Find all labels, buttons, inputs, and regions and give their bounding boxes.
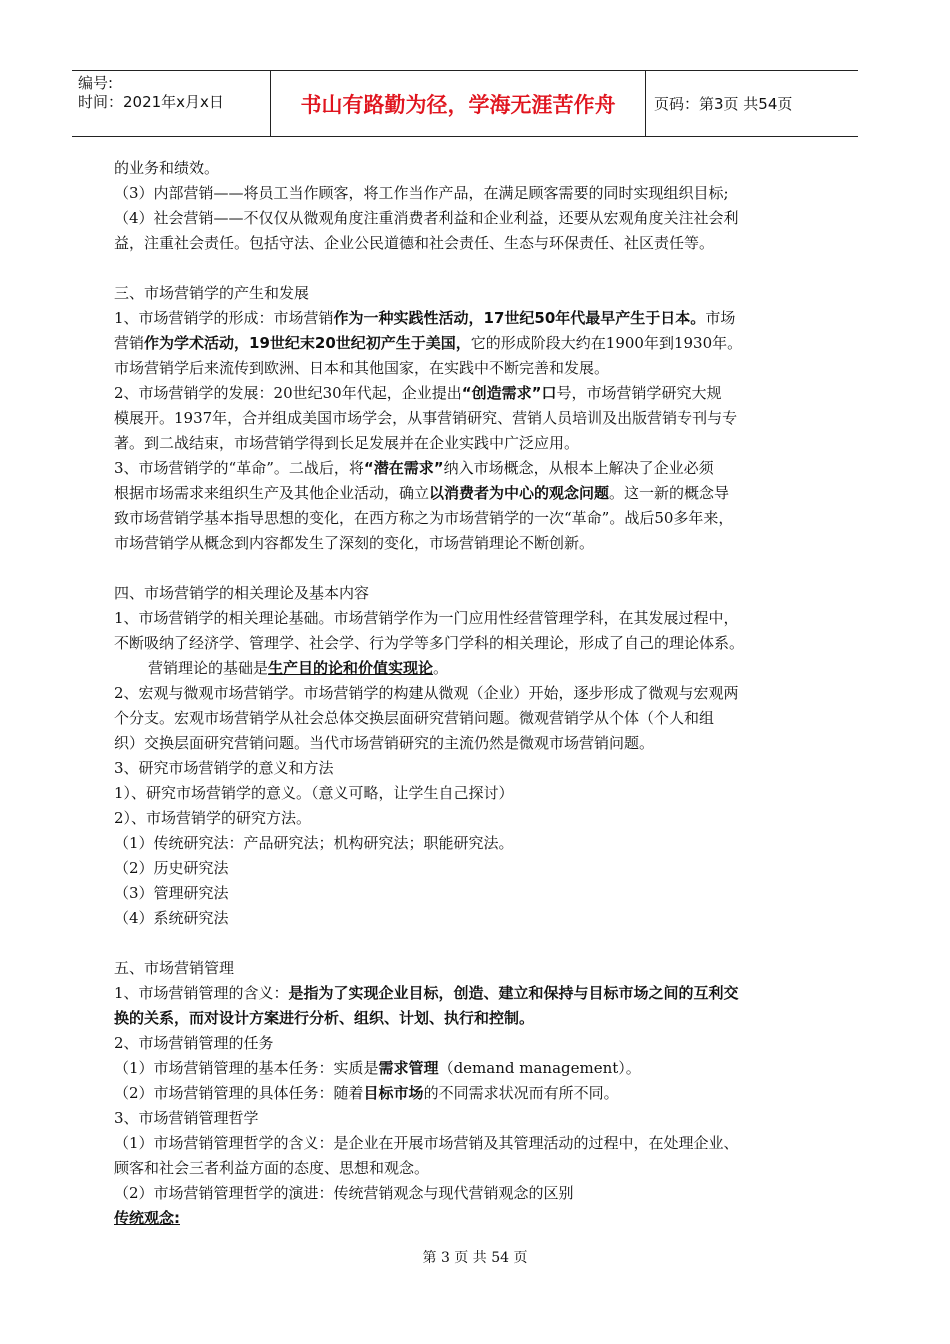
- text-line: 2、市场营销学的发展：20世纪30年代起，企业提出“创造需求”口号，市场营销学研究大规: [114, 384, 722, 402]
- section-heading: 三、市场营销学的产生和发展: [114, 284, 310, 302]
- emphasis: 换的关系，而对设计方案进行分析、组织、计划、执行和控制。: [114, 1009, 535, 1027]
- emphasis: 生产目的论和价值实现论: [268, 659, 434, 677]
- emphasis: 传统观念:: [114, 1209, 180, 1227]
- text-line: [114, 1006, 830, 1031]
- document-body: [114, 156, 830, 1231]
- text-line: 织）交换层面研究营销问题。当代市场营销研究的主流仍然是微观市场营销问题。: [114, 734, 655, 752]
- text-line: 3、研究市场营销学的意义和方法: [114, 759, 334, 777]
- text-line: 不断吸纳了经济学、管理学、社会学、行为学等多门学科的相关理论，形成了自己的理论体系。: [114, 634, 745, 652]
- text-line: 2）、市场营销学的研究方法。: [114, 809, 312, 827]
- text-line: （1）传统研究法：产品研究法；机构研究法；职能研究法。: [114, 834, 514, 852]
- text-line: 顾客和社会三者利益方面的态度、思想和观念。: [114, 1159, 430, 1177]
- text-line: 2、市场营销管理的任务: [114, 1034, 274, 1052]
- text-line: 营销作为学术活动，19世纪末20世纪初产生于美国，它的形成阶段大约在1900年到1930年。: [114, 334, 743, 352]
- emphasis: 以消费者为中心的观念问题: [429, 484, 610, 502]
- time-label: 时间：2021年x月x日: [78, 93, 224, 111]
- text-line: （2）历史研究法: [114, 859, 229, 877]
- text-line: 根据市场需求来组织生产及其他企业活动，确立以消费者为中心的观念问题。这一新的概念导: [114, 484, 730, 502]
- text-line: [114, 1206, 830, 1231]
- serial-label: 编号:: [78, 74, 114, 92]
- text-line: 1）、研究市场营销学的意义。（意义可略，让学生自己探讨）: [114, 784, 514, 802]
- emphasis: 作为学术活动，19世纪末20世纪初产生于美国，: [144, 334, 471, 352]
- header-meta: [72, 71, 270, 136]
- text-line: 2、宏观与微观市场营销学。市场营销学的构建从微观（企业）开始，逐步形成了微观与宏观两: [114, 684, 739, 702]
- text-line: （4）系统研究法: [114, 909, 229, 927]
- text-line: 益，注重社会责任。包括守法、企业公民道德和社会责任、生态与环保责任、社区责任等。: [114, 234, 715, 252]
- header-motto: 书山有路勤为径，学海无涯苦作舟: [300, 92, 616, 117]
- emphasis: 需求管理: [378, 1059, 439, 1077]
- text-line: 3、市场营销学的“革命”。二战后，将“潜在需求”纳入市场概念，从根本上解决了企业必须: [114, 459, 714, 477]
- text-line: 营销理论的基础是生产目的论和价值实现论。: [148, 659, 449, 677]
- text-line: （2）市场营销管理的具体任务：随着目标市场的不同需求状况而有所不同。: [114, 1084, 619, 1102]
- page-header: [72, 70, 858, 137]
- text-line: （1）市场营销管理的基本任务：实质是需求管理（demand management）。: [114, 1059, 641, 1077]
- text-line: （2）市场营销管理哲学的演进：传统营销观念与现代营销观念的区别: [114, 1184, 574, 1202]
- emphasis: “潜在需求”: [363, 459, 444, 477]
- section-heading: 四、市场营销学的相关理论及基本内容: [114, 584, 370, 602]
- emphasis: “创造需求”口: [461, 384, 557, 402]
- text-line: 著。到二战结束，市场营销学得到长足发展并在企业实践中广泛应用。: [114, 434, 580, 452]
- header-page-cell: [646, 71, 858, 136]
- text-line: （4）社会营销——不仅仅从微观角度注重消费者利益和企业利益，还要从宏观角度关注社会利: [114, 209, 739, 227]
- text-line: 市场营销学从概念到内容都发生了深刻的变化，市场营销理论不断创新。: [114, 534, 595, 552]
- text-line: （3）内部营销——将员工当作顾客，将工作当作产品，在满足顾客需要的同时实现组织目标;: [114, 184, 729, 202]
- emphasis: 目标市场: [363, 1084, 424, 1102]
- text-line: （3）管理研究法: [114, 884, 229, 902]
- page-footer: 第 3 页 共 54 页: [422, 1250, 528, 1266]
- text-line: 1、市场营销学的形成：市场营销作为一种实践性活动，17世纪50年代最早产生于日本。市场: [114, 309, 736, 327]
- emphasis: 作为一种实践性活动，17世纪50年代最早产生于日本。: [333, 309, 706, 327]
- text-line: 个分支。宏观市场营销学从社会总体交换层面研究营销问题。微观营销学从个体（个人和组: [114, 709, 715, 727]
- text-line: 市场营销学后来流传到欧洲、日本和其他国家，在实践中不断完善和发展。: [114, 359, 610, 377]
- section-heading: 五、市场营销管理: [114, 959, 235, 977]
- text-line: 模展开。1937年，合并组成美国市场学会，从事营销研究、营销人员培训及出版营销专刊与专: [114, 409, 738, 427]
- header-motto-cell: [270, 71, 646, 136]
- text-line: （1）市场营销管理哲学的含义：是企业在开展市场营销及其管理活动的过程中，在处理企业、: [114, 1134, 739, 1152]
- text-line: 1、市场营销学的相关理论基础。市场营销学作为一门应用性经营管理学科，在其发展过程中，: [114, 609, 739, 627]
- emphasis: 是指为了实现企业目标，创造、建立和保持与目标市场之间的互利交: [288, 984, 739, 1002]
- text-line: 的业务和绩效。: [114, 159, 220, 177]
- text-line: 3、市场营销管理哲学: [114, 1109, 259, 1127]
- header-page-label: 页码：第3页 共54页: [654, 95, 793, 113]
- text-line: 1、市场营销管理的含义：是指为了实现企业目标，创造、建立和保持与目标市场之间的互利交: [114, 984, 739, 1002]
- text-line: 致市场营销学基本指导思想的变化，在西方称之为市场营销学的一次“革命”。战后50多年来，: [114, 509, 734, 527]
